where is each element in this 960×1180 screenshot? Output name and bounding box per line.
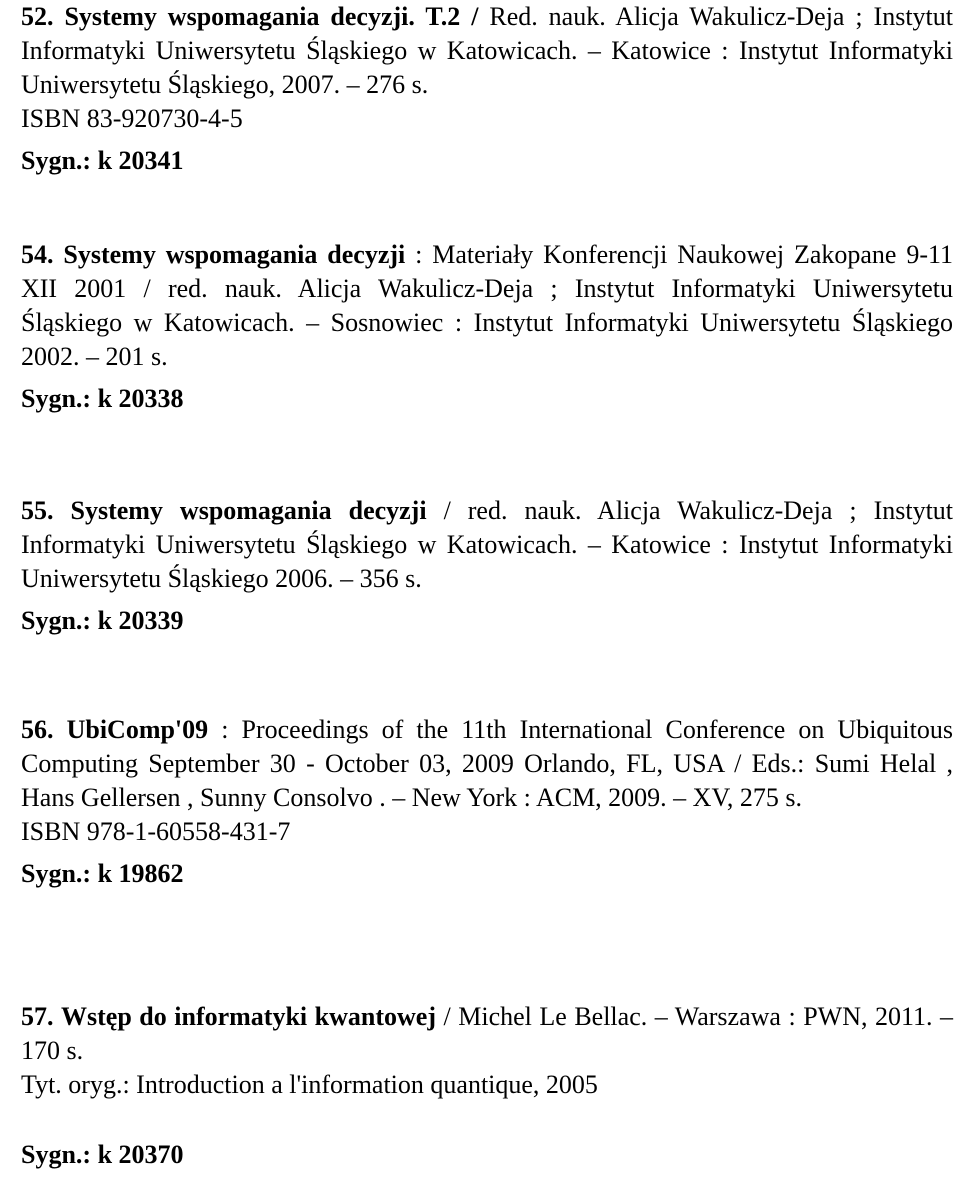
entry-number: 55. <box>21 496 54 525</box>
entry-original-title: Tyt. oryg.: Introduction a l'information quantique, 2005 <box>21 1070 598 1099</box>
entry-description <box>21 238 953 374</box>
entry-number: 54. <box>21 240 54 269</box>
entry-description <box>21 1000 953 1068</box>
entry-isbn: ISBN 83-920730-4-5 <box>21 104 243 133</box>
entry-body: Red. nauk. Alicja Wakulicz-Deja ; Instytut Informatyki Uniwersytetu Śląskiego w Katowicach. – Katowice : Instytut Informatyki Uniwersytetu Śląskiego, 2007. – 276 s. <box>21 2 954 99</box>
bib-entry-57 <box>21 1000 953 1172</box>
entry-title: UbiComp'09 <box>66 715 209 744</box>
entry-body: / red. nauk. Alicja Wakulicz-Deja ; Instytut Informatyki Uniwersytetu Śląskiego w Katowicach. – Katowice : Instytut Informatyki Uniwersytetu Śląskiego 2006. – 356 s. <box>21 496 954 593</box>
entry-title: Systemy wspomagania decyzji. T.2 / <box>64 2 479 31</box>
entry-sygn: Sygn.: k 20338 <box>21 384 184 413</box>
entry-isbn: ISBN 978-1-60558-431-7 <box>21 817 291 846</box>
entry-title: Wstęp do informatyki kwantowej <box>61 1002 436 1031</box>
entry-body: : Proceedings of the 11th International Conference on Ubiquitous Computing September 30 - October 03, 2009 Orlando, FL, USA / Eds.: Sumi Helal , Hans Gellersen , Sunny Consolvo . – New York : ACM, 2009. – XV, 275 s. <box>21 715 954 812</box>
entry-description <box>21 494 953 596</box>
bib-entry-55 <box>21 494 953 638</box>
entry-body: / Michel Le Bellac. – Warszawa : PWN, 2011. – 170 s. <box>21 1002 954 1065</box>
entry-number: 57. <box>21 1002 54 1031</box>
entry-sygn: Sygn.: k 20339 <box>21 606 184 635</box>
entry-body: : Materiały Konferencji Naukowej Zakopane 9-11 XII 2001 / red. nauk. Alicja Wakulicz-Deja ; Instytut Informatyki Uniwersytetu Śląskiego w Katowicach. – Sosnowiec : Instytut Informatyki Uniwersytetu Śląskiego 2002. – 201 s. <box>21 240 954 371</box>
entry-description <box>21 0 953 102</box>
bib-entry-56 <box>21 713 953 891</box>
entry-sygn: Sygn.: k 20370 <box>21 1140 184 1169</box>
bib-entry-54 <box>21 238 953 416</box>
bib-entry-52 <box>21 0 953 178</box>
entry-title: Systemy wspomagania decyzji <box>63 240 406 269</box>
entry-number: 56. <box>21 715 54 744</box>
entry-number: 52. <box>21 2 54 31</box>
entry-sygn: Sygn.: k 20341 <box>21 146 184 175</box>
entry-title: Systemy wspomagania decyzji <box>70 496 427 525</box>
entry-description <box>21 713 953 815</box>
entry-sygn: Sygn.: k 19862 <box>21 859 184 888</box>
